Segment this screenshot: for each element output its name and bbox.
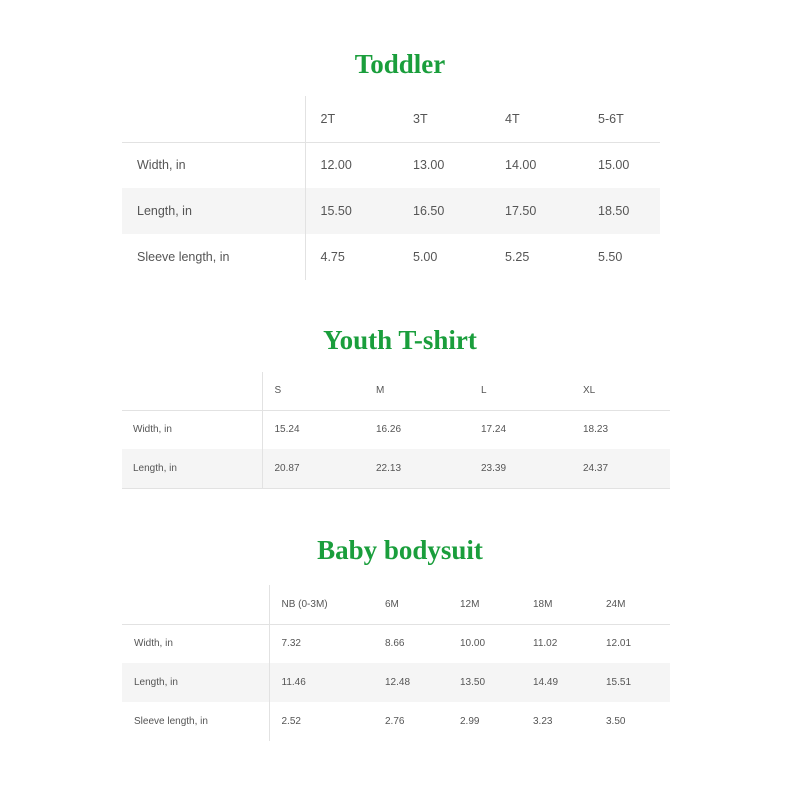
table-cell: 18.23 <box>583 424 609 436</box>
table-cell: 10.00 <box>460 638 486 650</box>
table-cell: 14.00 <box>505 158 537 173</box>
row-label: Width, in <box>122 410 262 449</box>
table-cell: 14.49 <box>521 663 594 702</box>
table-row <box>122 142 660 188</box>
table-cell: 15.50 <box>305 188 398 234</box>
table-cell: 16.50 <box>398 188 490 234</box>
table-cell: 16.26 <box>376 424 402 436</box>
table-cell: 2.52 <box>281 716 301 727</box>
header-label-cell <box>122 372 262 410</box>
table-cell: 15.51 <box>594 663 670 702</box>
size-header-nb: NB (0-3M) <box>269 585 373 624</box>
table-header-row <box>122 585 670 624</box>
header-label-cell <box>122 96 305 142</box>
table-cell: 17.24 <box>481 424 507 436</box>
table-cell: 3.23 <box>533 716 553 727</box>
row-label: Width, in <box>122 624 269 663</box>
table-cell: 12.01 <box>606 638 632 650</box>
table-cell: 23.39 <box>469 449 571 488</box>
row-label: Length, in <box>122 188 305 234</box>
table-cell: 13.50 <box>448 663 521 702</box>
table-cell: 11.02 <box>533 638 558 650</box>
size-header-4t: 4T <box>490 96 583 142</box>
size-header-24m: 24M <box>594 585 670 624</box>
table-cell: 3.50 <box>606 716 626 727</box>
row-label: Sleeve length, in <box>122 234 305 280</box>
table-cell: 17.50 <box>490 188 583 234</box>
table-row <box>122 188 660 234</box>
row-label: Width, in <box>122 142 305 188</box>
toddler-title: Toddler <box>354 49 446 79</box>
row-label: Length, in <box>122 663 269 702</box>
size-header-l: L <box>469 372 571 410</box>
size-header-2t: 2T <box>305 96 398 142</box>
size-header-s: S <box>262 372 364 410</box>
size-header-6m: 6M <box>373 585 448 624</box>
size-header-18m: 18M <box>521 585 594 624</box>
table-row <box>122 234 660 280</box>
youth-size-table <box>122 372 670 489</box>
baby-title: Baby bodysuit <box>317 535 483 565</box>
table-row <box>122 702 670 741</box>
table-cell: 15.00 <box>598 158 630 173</box>
table-cell: 12.00 <box>320 158 352 173</box>
table-cell: 24.37 <box>571 449 670 488</box>
table-cell: 13.00 <box>413 158 445 173</box>
youth-title: Youth T-shirt <box>323 325 477 355</box>
table-cell: 20.87 <box>262 449 364 488</box>
table-cell: 2.99 <box>460 716 480 727</box>
table-cell: 8.66 <box>385 638 405 650</box>
row-label: Length, in <box>122 449 262 488</box>
table-cell: 18.50 <box>583 188 660 234</box>
table-cell: 15.24 <box>274 424 300 436</box>
table-cell: 2.76 <box>385 716 405 727</box>
table-cell: 22.13 <box>364 449 469 488</box>
size-header-m: M <box>364 372 469 410</box>
table-cell: 7.32 <box>281 638 301 650</box>
row-label: Sleeve length, in <box>122 702 269 741</box>
table-cell: 5.00 <box>413 250 438 264</box>
toddler-size-table <box>122 96 660 280</box>
table-cell: 5.25 <box>505 250 530 264</box>
size-header-5-6t: 5-6T <box>583 96 660 142</box>
table-row <box>122 663 670 702</box>
table-row <box>122 449 670 488</box>
table-cell: 12.48 <box>373 663 448 702</box>
size-header-xl: XL <box>571 372 670 410</box>
table-row <box>122 624 670 663</box>
table-header-row <box>122 96 660 142</box>
size-header-3t: 3T <box>398 96 490 142</box>
header-label-cell <box>122 585 269 624</box>
size-header-12m: 12M <box>448 585 521 624</box>
table-cell: 5.50 <box>598 250 623 264</box>
table-cell: 4.75 <box>320 250 345 264</box>
table-row <box>122 410 670 449</box>
table-cell: 11.46 <box>269 663 373 702</box>
table-header-row <box>122 372 670 410</box>
baby-size-table <box>122 585 670 741</box>
